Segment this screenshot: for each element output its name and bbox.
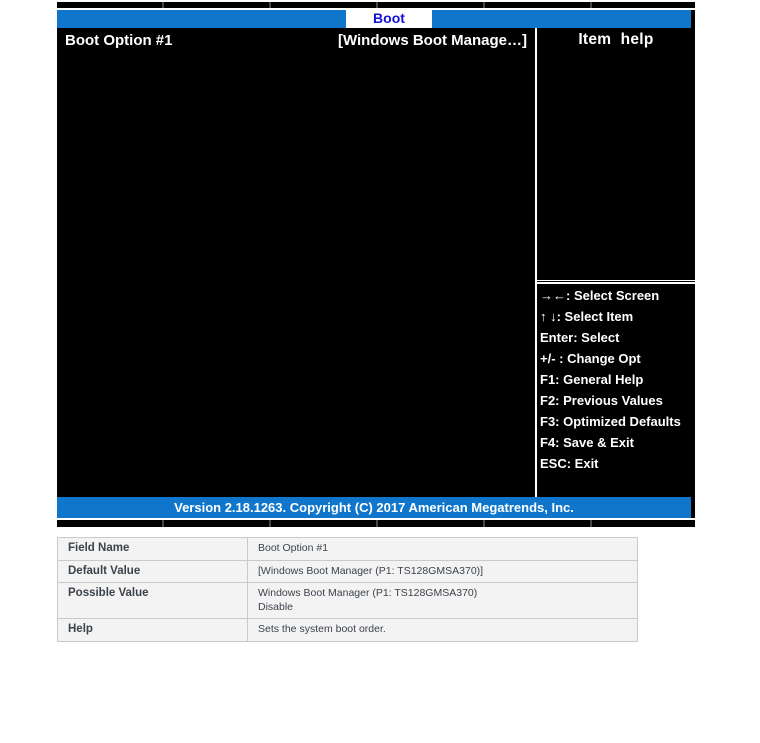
table-row-label: Possible Value: [58, 583, 248, 619]
table-row-value: [248, 560, 638, 583]
table-row-label: Default Value: [58, 560, 248, 583]
bios-options-pane: [57, 28, 535, 497]
legend-select-screen: →←: Select Screen: [540, 288, 660, 303]
table-row-label: Help: [58, 619, 248, 642]
legend-esc-exit: ESC: Exit: [540, 456, 599, 471]
legend-f4-save-exit: F4: Save & Exit: [540, 435, 634, 450]
bios-menubar: [57, 10, 691, 28]
boot-option-value: [Windows Boot Manage…]: [337, 32, 527, 49]
table-value-line: [Windows Boot Manager (P1: TS128GMSA370)]: [258, 564, 484, 577]
table-row: [58, 560, 638, 583]
legend-f2-previous-values: F2: Previous Values: [540, 393, 663, 408]
legend-change-opt: +/- : Change Opt: [540, 351, 641, 366]
table-value-line: Sets the system boot order.: [258, 623, 386, 635]
bios-screen: [57, 10, 695, 518]
item-help-title: Item help: [578, 31, 654, 48]
table-row-label: Field Name: [58, 538, 248, 561]
version-bar: Version 2.18.1263. Copyright (C) 2017 American Megatrends, Inc.: [57, 497, 691, 518]
table-row: [58, 538, 638, 561]
legend-enter-select: Enter: Select: [540, 330, 620, 345]
table-row: [58, 583, 638, 619]
legend-f3-optimized-defaults: F3: Optimized Defaults: [540, 414, 681, 429]
table-row-value: [248, 619, 638, 642]
boot-option-name: Boot Option #1: [65, 32, 173, 49]
table-value-line: Windows Boot Manager (P1: TS128GMSA370): [258, 587, 478, 599]
table-row: [58, 619, 638, 642]
table-value-line: Disable: [258, 600, 294, 613]
bios-main-area: [57, 28, 695, 497]
legend-select-item: ↑ ↓: Select Item: [540, 309, 634, 324]
table-row-value: [248, 538, 638, 561]
table-value-line: Boot Option #1: [258, 542, 329, 554]
field-description-table: [57, 537, 638, 642]
menu-strip-bottom: [57, 520, 695, 527]
boot-option-row[interactable]: [57, 28, 535, 49]
table-row-value: [248, 583, 638, 619]
key-legend: [537, 285, 695, 474]
tab-boot[interactable]: Boot: [346, 8, 432, 28]
legend-f1-general-help: F1: General Help: [540, 372, 644, 387]
item-help-panel: [535, 28, 695, 497]
help-panel-divider: [537, 280, 695, 284]
